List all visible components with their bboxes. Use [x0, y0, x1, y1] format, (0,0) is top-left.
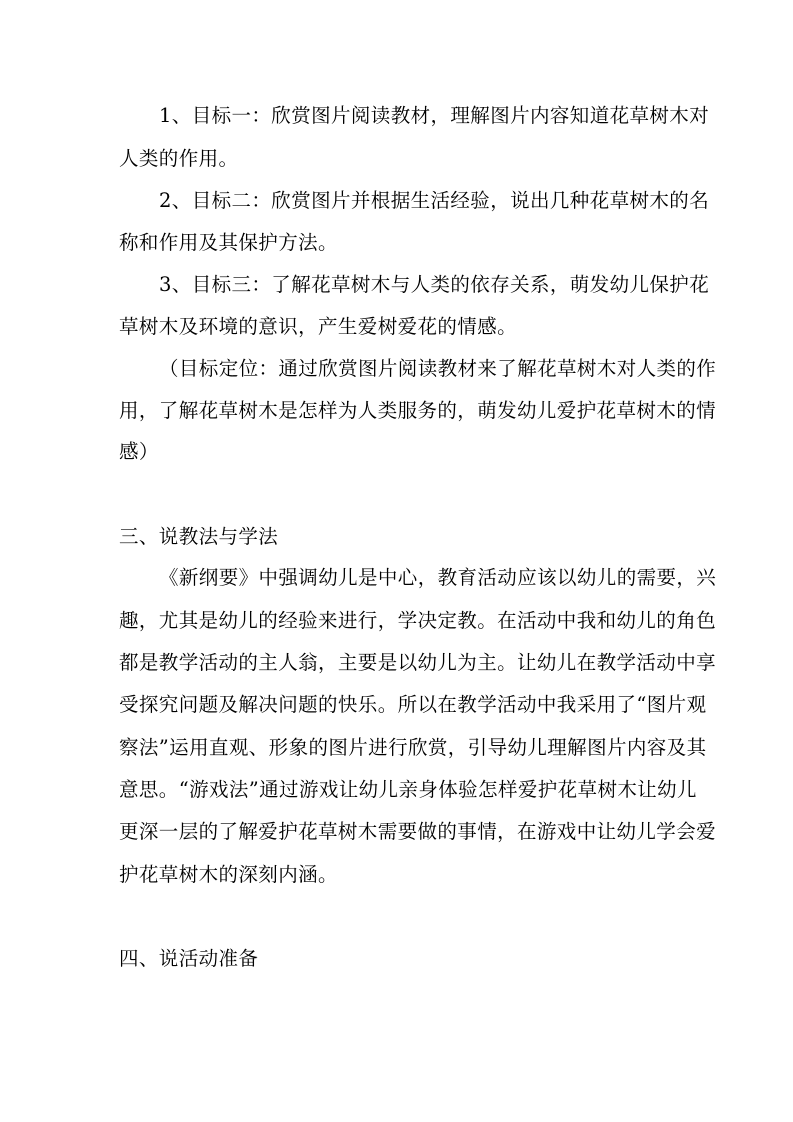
- goal-positioning-line2: 用，了解花草树木是怎样为人类服务的，萌发幼儿爱护花草树木的情: [119, 399, 717, 422]
- section4-heading: 四、说活动准备: [119, 947, 259, 970]
- goal3-line1: 3、目标三：了解花草树木与人类的依存关系，萌发幼儿保护花: [159, 273, 710, 296]
- section3-paragraph-line: 意思。“游戏法”通过游戏让幼儿亲身体验怎样爱护花草树木让幼儿: [119, 778, 697, 801]
- section3-paragraph-line: 《新纲要》中强调幼儿是中心，教育活动应该以幼儿的需要，兴: [159, 566, 717, 589]
- goal-positioning-line1: （目标定位：通过欣赏图片阅读教材来了解花草树木对人类的作: [159, 357, 717, 380]
- section3-paragraph-line: 护花草树木的深刻内涵。: [119, 863, 338, 886]
- section3-heading: 三、说教法与学法: [119, 525, 279, 548]
- goal3-line2: 草树木及环境的意识，产生爱树爱花的情感。: [119, 315, 518, 338]
- goal1-line1: 1、目标一：欣赏图片阅读教材，理解图片内容知道花草树木对: [159, 104, 710, 127]
- section3-paragraph-line: 察法”运用直观、形象的图片进行欣赏，引导幼儿理解图片内容及其: [119, 736, 707, 759]
- goal-positioning-line3: 感）: [119, 440, 159, 463]
- goal1-line2: 人类的作用。: [119, 147, 239, 170]
- goal2-line2: 称和作用及其保护方法。: [119, 231, 338, 254]
- section3-paragraph-line: 受探究问题及解决问题的快乐。所以在教学活动中我采用了“图片观: [119, 693, 707, 716]
- goal2-line1: 2、目标二：欣赏图片并根据生活经验，说出几种花草树木的名: [159, 189, 710, 212]
- section3-paragraph-line: 都是教学活动的主人翁，主要是以幼儿为主。让幼儿在教学活动中享: [119, 651, 717, 674]
- section3-paragraph-line: 趣，尤其是幼儿的经验来进行，学决定教。在活动中我和幼儿的角色: [119, 609, 717, 632]
- section3-paragraph-line: 更深一层的了解爱护花草树木需要做的事情，在游戏中让幼儿学会爱: [119, 820, 717, 843]
